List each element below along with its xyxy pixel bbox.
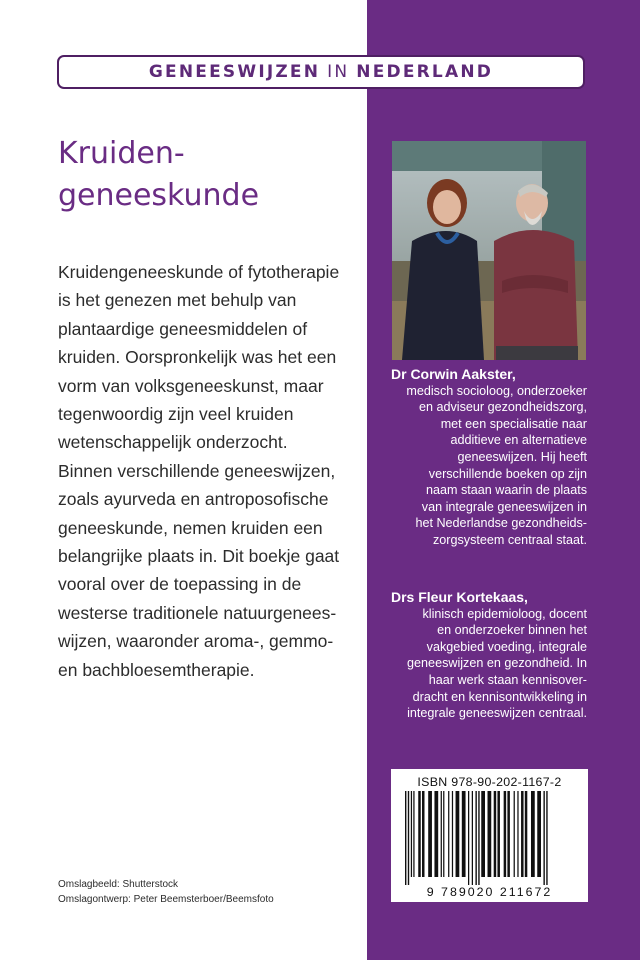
description-line: zoals ayurveda en antroposofische — [58, 489, 329, 510]
author-bio-line: geneeswijzen en gezondheid. In — [407, 656, 587, 671]
barcode-digits: 9 789020 211672 — [426, 885, 553, 899]
book-title-line-1: Kruiden- — [58, 136, 185, 171]
author-bio-line: en adviseur gezondheidszorg, — [418, 400, 587, 415]
author-name: Drs Fleur Kortekaas, — [391, 589, 528, 605]
description-line: kruiden. Oorspronkelijk was het een — [58, 347, 337, 368]
author-bio-line: van integrale geneeswijzen in — [421, 499, 587, 514]
author-bio-line: geneeswijzen. Hij heeft — [457, 449, 587, 464]
description-line: westerse traditionele natuurgenees- — [58, 602, 337, 623]
description-line: is het genezen met behulp van — [58, 290, 297, 311]
description-line: en bachbloesemtherapie. — [58, 659, 255, 680]
author-bio-line: het Nederlandse gezondheids- — [415, 516, 587, 531]
description-line: geneeskunde, nemen kruiden een — [58, 517, 323, 538]
isbn-barcode — [391, 769, 588, 902]
author-bio-line: met een specialisatie naar — [440, 416, 587, 431]
author-bio-line: dracht en kennisontwikkeling in — [412, 689, 587, 704]
description-line: belangrijke plaats in. Dit boekje gaat — [58, 546, 340, 567]
cover-image-credit: Omslagbeeld: Shutterstock — [58, 879, 179, 890]
author-bio-line: haar werk staan kennisover- — [428, 672, 587, 687]
series-bold-2: NEDERLAND — [356, 62, 494, 82]
description-line: wetenschappelijk onderzocht. — [58, 432, 288, 453]
author-bio-line: additieve en alternatieve — [450, 433, 587, 448]
barcode-graphic — [403, 791, 576, 885]
description-line: vorm van volksgeneeskunst, maar — [58, 375, 324, 396]
author-bio-line: verschillende boeken op zijn — [428, 466, 587, 481]
cover-credits — [58, 877, 274, 907]
author-bio-line: integrale geneeswijzen centraal. — [407, 706, 587, 721]
description-line: vooral over de toepassing in de — [58, 574, 302, 595]
description-line: Binnen verschillende geneeswijzen, — [58, 460, 336, 481]
description-line: tegenwoordig zijn veel kruiden — [58, 404, 294, 425]
description-line: plantaardige geneesmiddelen of — [58, 318, 308, 339]
series-light: IN — [327, 62, 350, 82]
author-bio-1 — [391, 366, 587, 549]
author-name: Dr Corwin Aakster, — [391, 366, 516, 382]
author-bio-line: en onderzoeker binnen het — [437, 623, 587, 638]
author-bio-line: medisch socioloog, onderzoeker — [406, 383, 587, 398]
series-banner — [57, 55, 585, 89]
cover-design-credit: Omslagontwerp: Peter Beemsterboer/Beemsfoto — [58, 894, 274, 905]
author-photo — [392, 141, 586, 360]
author-bio-line: zorgsysteem centraal staat. — [433, 532, 587, 547]
author-bio-line: vakgebied voeding, integrale — [426, 639, 587, 654]
description-line: Kruidengeneeskunde of fytotherapie — [58, 262, 340, 282]
series-bold-1: GENEESWIJZEN — [148, 62, 321, 82]
isbn-number: ISBN 978-90-202-1167-2 — [417, 775, 562, 789]
author-bio-2 — [391, 589, 587, 722]
book-description — [58, 258, 370, 684]
book-title-line-2: geneeskunde — [58, 178, 260, 213]
book-title — [58, 133, 358, 217]
author-bio-line: naam staan waarin de plaats — [425, 483, 587, 498]
description-line: wijzen, waaronder aroma-, gemmo- — [58, 631, 334, 652]
author-bio-line: klinisch epidemioloog, docent — [422, 606, 587, 621]
